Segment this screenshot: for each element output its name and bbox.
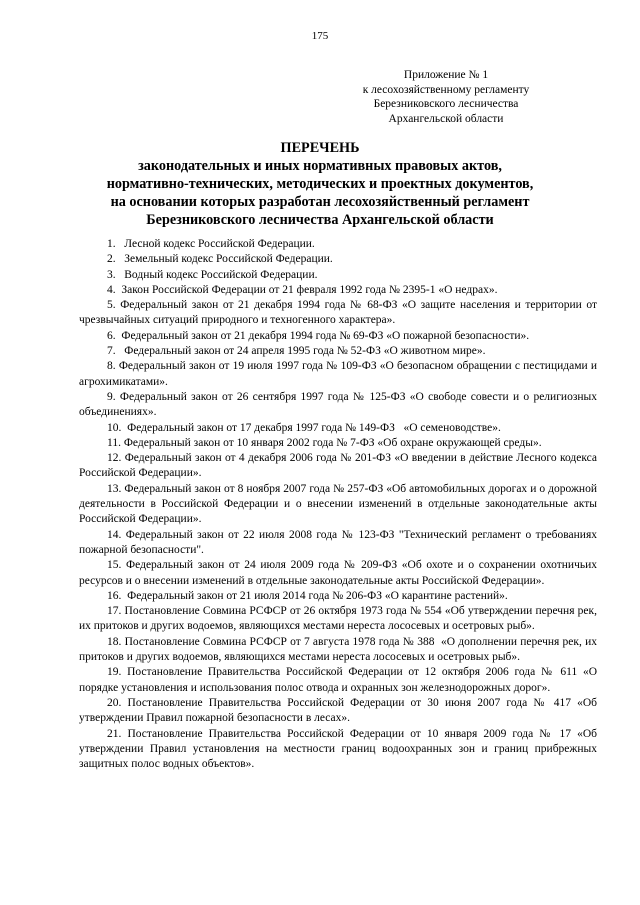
list-item: 8. Федеральный закон от 19 июля 1997 года № 109-ФЗ «О безопасном обращении с пестицидами и агрохимикатами». bbox=[79, 360, 597, 388]
list-item: 3. Водный кодекс Российской Федерации. bbox=[107, 268, 318, 281]
list-item: 13. Федеральный закон от 8 ноября 2007 года № 257-ФЗ «Об автомобильных дорогах и о дорожной деятельности в Российской Федерации и о внесении изменений в отдельные законодательные акты Российской Федерации». bbox=[79, 482, 597, 526]
list-item: 5. Федеральный закон от 21 декабря 1994 года № 68-ФЗ «О защите населения и территории от чрезвычайных ситуаций природного и техногенного характера». bbox=[79, 299, 597, 327]
list-item: 14. Федеральный закон от 22 июля 2008 года № 123-ФЗ "Технический регламент о требованиях пожарной безопасности". bbox=[79, 528, 597, 556]
document-title bbox=[0, 139, 640, 229]
list-item: 19. Постановление Правительства Российской Федерации от 12 октября 2006 года № 611 «О порядке установления и использования полос отвода и охранных зон железнодорожных дорог». bbox=[79, 666, 597, 694]
list-item: 16. Федеральный закон от 21 июля 2014 года № 206-ФЗ «О карантине растений». bbox=[107, 589, 508, 602]
appendix-line: к лесохозяйственному регламенту bbox=[362, 83, 530, 96]
appendix-line: Березниковского лесничества bbox=[373, 98, 519, 111]
appendix-line: Архангельской области bbox=[388, 112, 504, 125]
list-item: 12. Федеральный закон от 4 декабря 2006 года № 201-ФЗ «О введении в действие Лесного кодекса Российской Федерации». bbox=[79, 452, 597, 480]
list-item: 7. Федеральный закон от 24 апреля 1995 года № 52-ФЗ «О животном мире». bbox=[107, 345, 486, 358]
list-item: 18. Постановление Совмина РСФСР от 7 августа 1978 года № 388 «О дополнении перечня рек, их притоков и других водоемов, являющихся местами нереста лососевых и осетровых рыб». bbox=[79, 635, 597, 664]
page-number: 175 bbox=[311, 30, 329, 42]
list-item: 2. Земельный кодекс Российской Федерации. bbox=[107, 253, 333, 266]
title-line: законодательных и иных нормативных правовых актов, bbox=[138, 158, 502, 174]
title-heading: ПЕРЕЧЕНЬ bbox=[280, 140, 360, 156]
list-item: 6. Федеральный закон от 21 декабря 1994 года № 69-ФЗ «О пожарной безопасности». bbox=[107, 329, 530, 342]
title-line: на основании которых разработан лесохозяйственный регламент bbox=[110, 194, 530, 210]
title-line: нормативно-технических, методических и проектных документов, bbox=[106, 176, 534, 192]
list-item: 21. Постановление Правительства Российской Федерации от 10 января 2009 года № 17 «Об утверждении Правил установления на местности границ водоохранных зон и границ прибрежных защитных полос водных объектов». bbox=[79, 727, 597, 771]
legal-acts-list bbox=[79, 237, 597, 772]
list-item: 11. Федеральный закон от 10 января 2002 года № 7-ФЗ «Об охране окружающей среды». bbox=[107, 436, 542, 449]
list-item: 10. Федеральный закон от 17 декабря 1997 года № 149-ФЗ «О семеноводстве». bbox=[107, 421, 501, 434]
appendix-note bbox=[330, 68, 562, 126]
appendix-line: Приложение № 1 bbox=[403, 69, 489, 81]
list-item: 15. Федеральный закон от 24 июля 2009 года № 209-ФЗ «Об охоте и о сохранении охотничьих ресурсов и о внесении изменений в отдельные законодательные акты Российской Федерации». bbox=[79, 559, 597, 587]
list-item: 1. Лесной кодекс Российской Федерации. bbox=[107, 238, 315, 250]
list-item: 9. Федеральный закон от 26 сентября 1997 года № 125-ФЗ «О свободе совести и о религиозных объединениях». bbox=[79, 390, 597, 419]
list-item: 4. Закон Российской Федерации от 21 февраля 1992 года № 2395-1 «О недрах». bbox=[107, 283, 498, 296]
title-line: Березниковского лесничества Архангельской области bbox=[146, 212, 494, 228]
list-item: 17. Постановление Совмина РСФСР от 26 октября 1973 года № 554 «Об утверждении перечня рек, их притоков и других водоемов, являющихся местами нереста лососевых и осетровых рыб». bbox=[79, 605, 597, 633]
list-item: 20. Постановление Правительства Российской Федерации от 30 июня 2007 года № 417 «Об утверждении Правил пожарной безопасности в лесах». bbox=[79, 696, 597, 725]
